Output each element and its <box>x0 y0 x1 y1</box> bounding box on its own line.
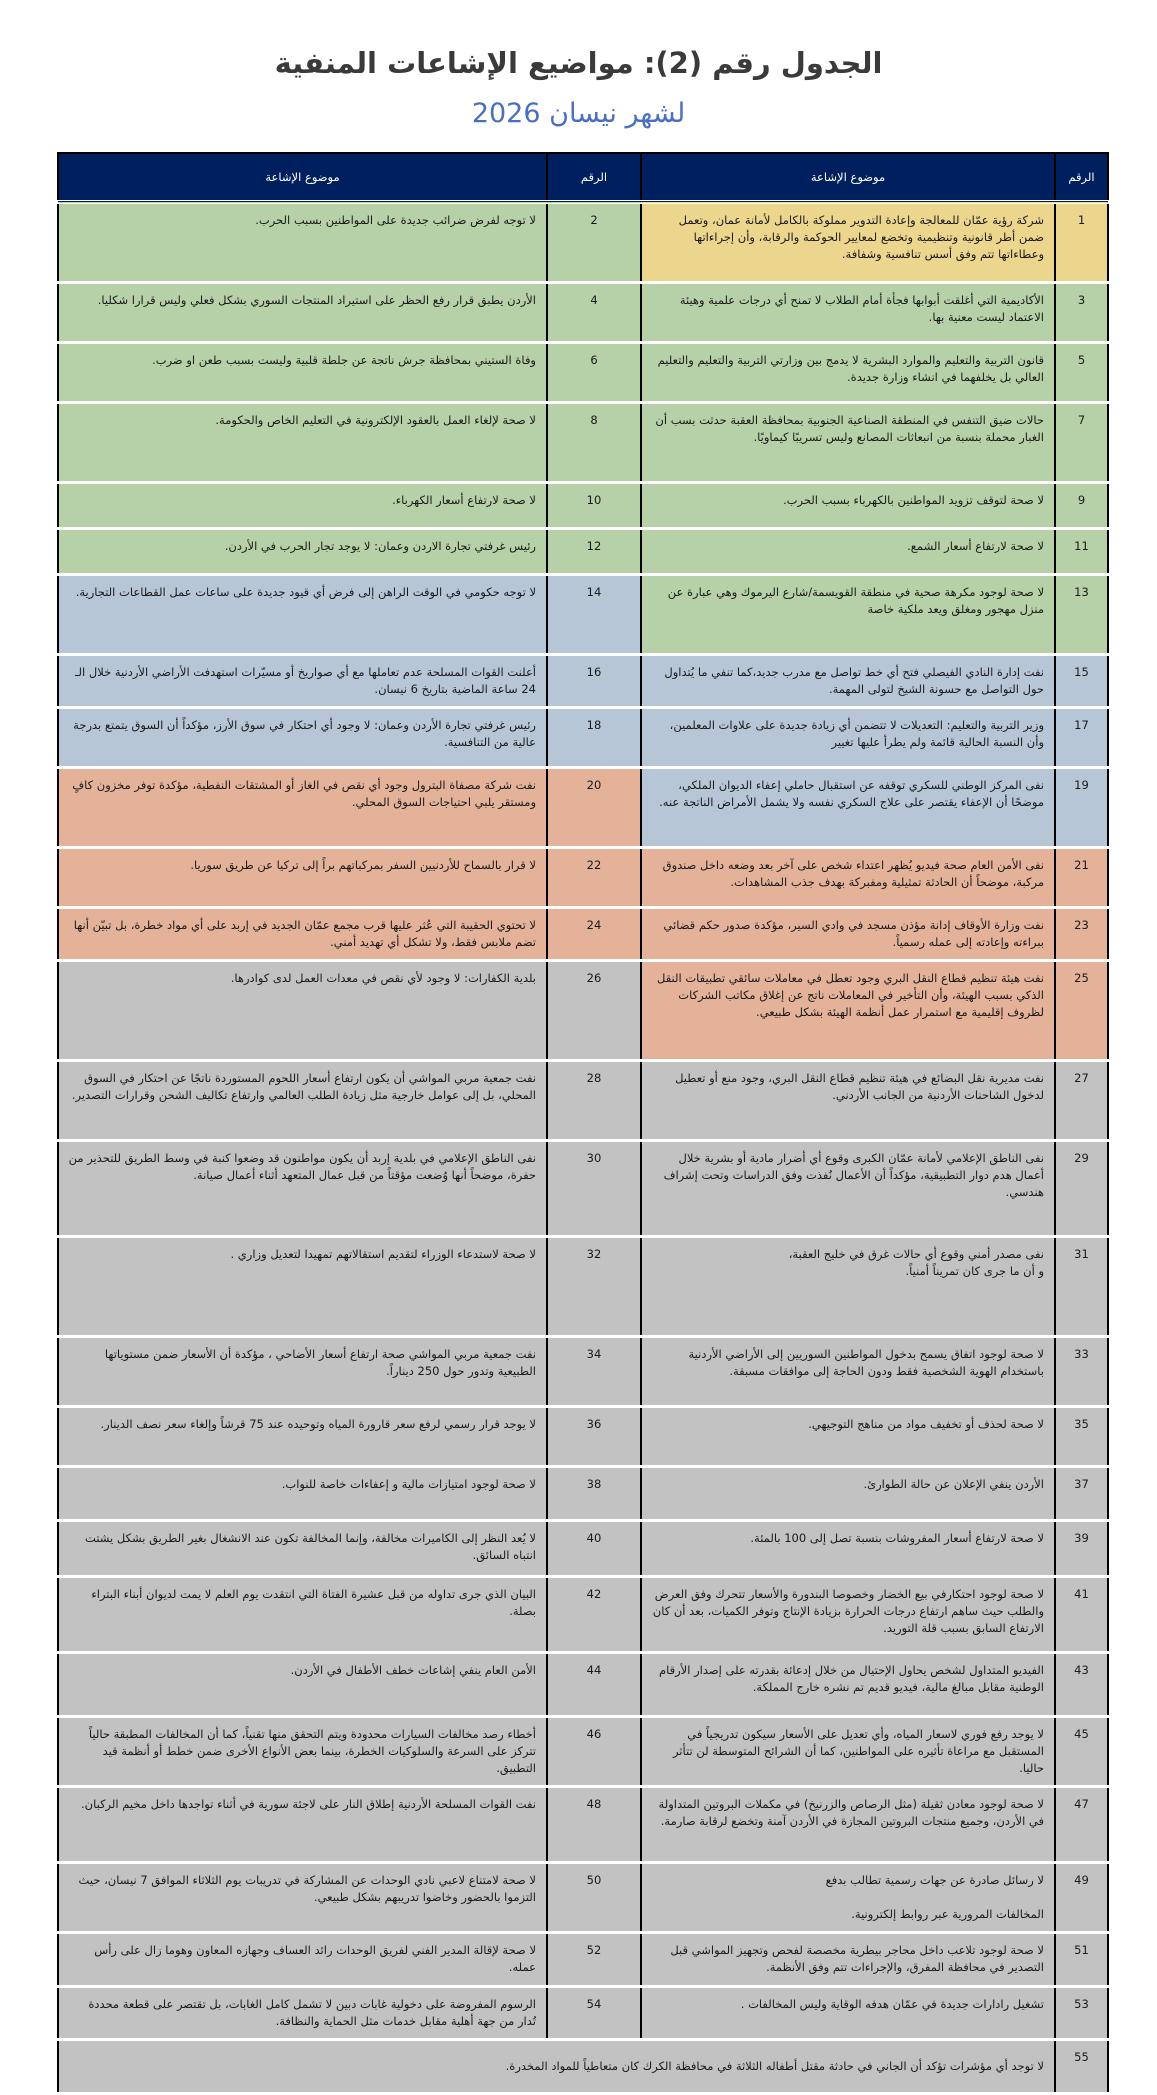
rumor-topic-cell: الأردن ينفي الإعلان عن حالة الطوارئ. <box>641 1466 1055 1520</box>
rumor-number-cell: 5 <box>1055 342 1108 402</box>
table-row <box>58 528 1108 574</box>
rumor-topic-cell: نفت جمعية مربي المواشي أن يكون ارتفاع أسعار اللحوم المستوردة ناتجًا عن احتكار في السوق المحلي، بل إلى عوامل خارجية مثل زيادة الطلب العالمي وارتفاع تكاليف الشحن وقرارات التصدير. <box>58 1060 547 1140</box>
rumor-number-cell: 30 <box>547 1140 641 1236</box>
rumor-topic-cell: رئيس غرفتي تجارة الاردن وعمان: لا يوجد تجار الحرب في الأردن. <box>58 528 547 574</box>
table-row <box>58 1576 1108 1652</box>
rumors-table <box>57 152 1109 2095</box>
rumor-number-cell: 16 <box>547 654 641 707</box>
rumor-topic-cell: وفاة الستيني بمحافظة جرش ناتجة عن جلطة قلبية وليست بسبب طعن او ضرب. <box>58 342 547 402</box>
rumor-topic-cell: بلدية الكفارات: لا وجود لأي نقص في معدات العمل لدى كوادرها. <box>58 960 547 1060</box>
rumor-topic-cell: نفت وزارة الأوقاف إدانة مؤذن مسجد في وادي السير، مؤكدة صدور حكم قضائي ببراءته وإعادته إلى عمله رسمياً. <box>641 907 1055 960</box>
rumor-topic-cell: نفت جمعية مربي المواشي صحة ارتفاع أسعار الأضاحي ، مؤكدة أن الأسعار ضمن مستوياتها الطبيعية وتدور حول 250 ديناراً. <box>58 1336 547 1406</box>
table-row <box>58 202 1108 282</box>
rumor-topic-cell: نفى الأمن العام صحة فيديو يُظهر اعتداء شخص على آخر بعد وضعه داخل صندوق مركبة، موضحاً أن الحادثة تمثيلية ومفبركة بهدف جذب المشاهدات. <box>641 847 1055 907</box>
rumor-topic-cell: نفى المركز الوطني للسكري توقفه عن استقبال حاملي إعفاء الديوان الملكي، موضحًا أن الإعفاء يقتصر على علاج السكري نفسه ولا يشمل الأمراض الناتجة عنه. <box>641 767 1055 847</box>
table-row <box>58 574 1108 654</box>
rumor-topic-cell: لا قرار بالسماح للأردنيين السفر بمركباتهم براً إلى تركيا عن طريق سوريا. <box>58 847 547 907</box>
rumor-number-cell: 37 <box>1055 1466 1108 1520</box>
column-header-topic-right: موضوع الإشاعة <box>641 153 1055 202</box>
rumor-topic-cell: رئيس غرفتي تجارة الأردن وعمان: لا وجود أي احتكار في سوق الأرز، مؤكداً أن السوق يتمتع بدرجة عالية من التنافسية. <box>58 707 547 767</box>
rumor-number-cell: 12 <box>547 528 641 574</box>
rumor-number-cell: 21 <box>1055 847 1108 907</box>
rumor-topic-cell: لا توجه لفرض ضرائب جديدة على المواطنين بسبب الحرب. <box>58 202 547 282</box>
rumor-number-cell: 33 <box>1055 1336 1108 1406</box>
table-row <box>58 342 1108 402</box>
rumor-topic-cell: لا صحة لارتفاع أسعار الشمع. <box>641 528 1055 574</box>
rumor-number-cell: 53 <box>1055 1986 1108 2039</box>
rumor-number-cell: 43 <box>1055 1652 1108 1716</box>
table-row <box>58 1986 1108 2039</box>
rumor-topic-cell: أخطاء رصد مخالفات السيارات محدودة ويتم التحقق منها تقنياً، كما أن المخالفات المطبقة حالياً تتركز على السرعة والسلوكيات الخطرة، بينما بعض الأنواع الأخرى ضمن خطط أو أنظمة قيد التطبيق. <box>58 1716 547 1786</box>
rumor-number-cell: 34 <box>547 1336 641 1406</box>
rumor-number-cell: 7 <box>1055 402 1108 482</box>
rumor-number-cell: 52 <box>547 1932 641 1986</box>
rumor-number-cell: 6 <box>547 342 641 402</box>
rumor-number-cell: 46 <box>547 1716 641 1786</box>
rumor-topic-cell: لا تحتوي الحقيبة التي عُثر عليها قرب مجمع عمّان الجديد في إربد على أي مواد خطرة، بل تبيّن أنها تضم ملابس فقط، ولا تشكل أي تهديد أمني. <box>58 907 547 960</box>
rumor-number-cell: 31 <box>1055 1236 1108 1336</box>
rumor-number-cell: 27 <box>1055 1060 1108 1140</box>
table-row <box>58 654 1108 707</box>
rumor-topic-cell: الأكاديمية التي أغلقت أبوابها فجأة أمام الطلاب لا تمنح أي درجات علمية وهيئة الاعتماد ليست معنية بها. <box>641 282 1055 342</box>
rumor-number-cell: 3 <box>1055 282 1108 342</box>
rumor-topic-cell: لا صحة لوجود اتفاق يسمح بدخول المواطنين السوريين إلى الأراضي الأردنية باستخدام الهوية الشخصية فقط ودون الحاجة إلى موافقات مسبقة. <box>641 1336 1055 1406</box>
rumor-number-cell: 25 <box>1055 960 1108 1060</box>
table-row <box>58 1862 1108 1932</box>
table-row <box>58 1466 1108 1520</box>
table-row <box>58 1060 1108 1140</box>
table-row-final <box>58 2039 1108 2093</box>
rumor-number-cell: 15 <box>1055 654 1108 707</box>
rumor-topic-cell: لا يوجد قرار رسمي لرفع سعر قارورة المياه وتوحيده عند 75 قرشاً وإلغاء سعر نصف الدينار. <box>58 1406 547 1466</box>
rumor-number-cell: 55 <box>1055 2039 1108 2093</box>
rumor-topic-cell: نفت هيئة تنظيم قطاع النقل البري وجود تعطل في معاملات سائقي تطبيقات النقل الذكي بسبب الهيئة، وأن التأخير في المعاملات ناتج عن إغلاق مكاتب الشركات لظروف إقليمية مع استمرار عمل أنظمة الهيئة بشكل طبيعي. <box>641 960 1055 1060</box>
rumor-number-cell: 8 <box>547 402 641 482</box>
rumor-topic-cell: حالات ضيق التنفس في المنطقة الصناعية الجنوبية بمحافظة العقبة حدثت بسب أن الغبار محملة بنسبة من انبعاثات المصانع وليس تسريبًا كيماويًا. <box>641 402 1055 482</box>
rumor-topic-cell: لا صحة لوجود معادن ثقيلة (مثل الرصاص والزرنيخ) في مكملات البروتين المتداولة في الأردن، وجميع منتجات البروتين المجازة في الأردن آمنة وتخضع لرقابة صارمة. <box>641 1786 1055 1862</box>
table-row <box>58 1716 1108 1786</box>
rumor-topic-cell: أعلنت القوات المسلحة عدم تعاملها مع أي صواريخ أو مسيّرات استهدفت الأراضي الأردنية خلال الـ 24 ساعة الماضية بتاريخ 6 نيسان. <box>58 654 547 707</box>
rumor-number-cell: 18 <box>547 707 641 767</box>
rumor-number-cell: 54 <box>547 1986 641 2039</box>
table-row <box>58 1652 1108 1716</box>
rumor-number-cell: 39 <box>1055 1520 1108 1576</box>
rumor-number-cell: 13 <box>1055 574 1108 654</box>
rumor-number-cell: 23 <box>1055 907 1108 960</box>
rumor-topic-cell: لا صحة لارتفاع أسعار الكهرباء. <box>58 482 547 528</box>
rumor-number-cell: 14 <box>547 574 641 654</box>
rumor-number-cell: 26 <box>547 960 641 1060</box>
rumor-number-cell: 42 <box>547 1576 641 1652</box>
rumor-number-cell: 9 <box>1055 482 1108 528</box>
rumor-topic-cell: نفت إدارة النادي الفيصلي فتح أي خط تواصل مع مدرب جديد،كما تنفي ما يُتداول حول التواصل مع حسونة الشيخ لتولى المهمة. <box>641 654 1055 707</box>
table-row <box>58 482 1108 528</box>
rumor-number-cell: 47 <box>1055 1786 1108 1862</box>
page-subtitle: لشهر نيسان 2026 <box>471 98 686 129</box>
rumor-topic-cell: لا توجه حكومي في الوقت الراهن إلى فرض أي قيود جديدة على ساعات عمل القطاعات التجارية. <box>58 574 547 654</box>
rumor-number-cell: 40 <box>547 1520 641 1576</box>
table-row <box>58 907 1108 960</box>
rumor-topic-cell: الأمن العام ينفي إشاعات خطف الأطفال في الأردن. <box>58 1652 547 1716</box>
rumor-topic-cell: نفت شركة مصفاة البترول وجود أي نقص في الغاز أو المشتقات النفطية، مؤكدة توفر مخزون كافٍ ومستقر يلبي احتياجات السوق المحلي. <box>58 767 547 847</box>
rumor-number-cell: 35 <box>1055 1406 1108 1466</box>
table-row <box>58 1786 1108 1862</box>
page-title: الجدول رقم (2): مواضيع الإشاعات المنفية <box>274 46 883 80</box>
rumor-number-cell: 29 <box>1055 1140 1108 1236</box>
table-row <box>58 767 1108 847</box>
rumor-topic-cell: لا صحة لإقالة المدير الفني لفريق الوحدات رائد العساف وجهازه المعاون وهوما زال على رأس عمله. <box>58 1932 547 1986</box>
table-row <box>58 1932 1108 1986</box>
rumor-topic-cell: الرسوم المفروضة على دخولية غابات دبين لا تشمل كامل الغابات، بل تقتصر على قطعة محددة تُدار من جهة أهلية مقابل خدمات مثل الحماية والنظافة. <box>58 1986 547 2039</box>
rumor-topic-cell: نفت مديرية نقل البضائع في هيئة تنظيم قطاع النقل البري، وجود منع أو تعطيل لدخول الشاحنات الأردنية من الجانب الأردني. <box>641 1060 1055 1140</box>
rumor-number-cell: 24 <box>547 907 641 960</box>
rumor-topic-cell: لا صحة لوجود مكرهة صحية في منطقة القويسمة/شارع اليرموك وهي عبارة عن منزل مهجور ومغلق ويعد ملكية خاصة <box>641 574 1055 654</box>
rumor-number-cell: 28 <box>547 1060 641 1140</box>
rumor-topic-cell: لا رسائل صادرة عن جهات رسمية تطالب بدفع المخالفات المرورية عبر روابط إلكترونية. <box>641 1862 1055 1932</box>
table-header-row <box>58 153 1108 202</box>
table-row <box>58 1140 1108 1236</box>
table-row <box>58 1236 1108 1336</box>
rumor-topic-cell: شركة رؤية عمّان للمعالجة وإعادة التدوير مملوكة بالكامل لأمانة عمان، وتعمل ضمن أطر قانونية وتنظيمية وتخضع لمعايير الحوكمة والرقابة، وأن إجراءاتها وعطاءاتها تتم وفق أسس تنافسية وشفافة. <box>641 202 1055 282</box>
rumor-topic-cell: نفى الناطق الإعلامي لأمانة عمّان الكبرى وقوع أي أضرار مادية أو بشرية خلال أعمال هدم دوار التطبيقية، مؤكداً أن الأعمال نُفذت وفق الدراسات وتحت إشراف هندسي. <box>641 1140 1055 1236</box>
table-row <box>58 282 1108 342</box>
rumor-number-cell: 44 <box>547 1652 641 1716</box>
table-row <box>58 847 1108 907</box>
rumor-topic-cell: لا صحة لوجود تلاعب داخل محاجر بيطرية مخصصة لفحص وتجهيز المواشي قبل التصدير في محافظة المفرق، والإجراءات تتم وفق الأنظمة. <box>641 1932 1055 1986</box>
rumor-number-cell: 10 <box>547 482 641 528</box>
rumor-topic-cell: تشغيل رادارات جديدة في عمّان هدفه الوقاية وليس المخالفات . <box>641 1986 1055 2039</box>
table-row <box>58 1336 1108 1406</box>
rumor-number-cell: 2 <box>547 202 641 282</box>
rumor-topic-cell: لا صحة لارتفاع أسعار المفروشات بنسبة تصل إلى 100 بالمئة. <box>641 1520 1055 1576</box>
rumor-topic-cell: البيان الذي جرى تداوله من قبل عشيرة الفتاة التي انتقدت يوم العلم لا يمت لديوان أبناء البتراء بصلة. <box>58 1576 547 1652</box>
rumor-number-cell: 36 <box>547 1406 641 1466</box>
rumor-topic-cell: الفيديو المتداول لشخص يحاول الإحتيال من خلال إدعائة بقدرته على إصدار الأرقام الوطنية مقابل مبالغ مالية، فيديو قديم تم نشره خارج المملكة. <box>641 1652 1055 1716</box>
rumor-topic-cell: الأردن يطبق قرار رفع الحظر على استيراد المنتجات السوري بشكل فعلي وليس قرارا شكليا. <box>58 282 547 342</box>
rumor-number-cell: 38 <box>547 1466 641 1520</box>
table-row <box>58 1406 1108 1466</box>
rumor-number-cell: 11 <box>1055 528 1108 574</box>
rumor-number-cell: 19 <box>1055 767 1108 847</box>
rumor-topic-cell: لا يُعد النظر إلى الكاميرات مخالفة، وإنما المخالفة تكون عند الانشغال بغير الطريق بشكل يشتت انتباه السائق. <box>58 1520 547 1576</box>
rumor-number-cell: 50 <box>547 1862 641 1932</box>
rumor-topic-cell: لا صحة لإلغاء العمل بالعقود الإلكترونية في التعليم الخاص والحكومة. <box>58 402 547 482</box>
table-body <box>58 202 1108 2093</box>
rumor-topic-cell: لا صحة لوجود احتكارفي بيع الخضار وخصوصا البندورة والأسعار تتحرك وفق العرض والطلب حيث ساهم ارتفاع درجات الحرارة بزيادة الإنتاج وتوفر الكميات، بعد أن كان الارتفاع السابق بسبب قلة التوريد. <box>641 1576 1055 1652</box>
table-row <box>58 1520 1108 1576</box>
rumor-number-cell: 49 <box>1055 1862 1108 1932</box>
table-row <box>58 402 1108 482</box>
rumor-topic-cell: لا صحة لتوقف تزويد المواطنين بالكهرباء بسبب الحرب. <box>641 482 1055 528</box>
rumor-topic-cell: لا يوجد رفع فوري لاسعار المياه، وأي تعديل على الأسعار سيكون تدريجياً في المستقبل مع مراعاة تأثيره على المواطنين، كما أن الشرائح المتوسطة لن تتأثر حاليا. <box>641 1716 1055 1786</box>
table-row <box>58 960 1108 1060</box>
rumor-number-cell: 45 <box>1055 1716 1108 1786</box>
rumor-topic-cell: وزير التربية والتعليم: التعديلات لا تتضمن أي زيادة جديدة على علاوات المعلمين، وأن النسبة الحالية قائمة ولم يطرأ عليها تغيير <box>641 707 1055 767</box>
rumor-topic-cell: قانون التربية والتعليم والموارد البشرية لا يدمج بين وزارتي التربية والتعليم والتعليم العالي بل يخلفهما في انشاء وزارة جديدة. <box>641 342 1055 402</box>
rumor-topic-cell: نفت القوات المسلحة الأردنية إطلاق النار على لاجئة سورية في أثناء تواجدها داخل مخيم الركبان. <box>58 1786 547 1862</box>
rumor-number-cell: 51 <box>1055 1932 1108 1986</box>
rumor-topic-cell: لا صحة لحذف أو تخفيف مواد من مناهج التوجيهي. <box>641 1406 1055 1466</box>
rumor-topic-cell: لا صحة لوجود امتيازات مالية و إعفاءات خاصة للنواب. <box>58 1466 547 1520</box>
rumor-number-cell: 1 <box>1055 202 1108 282</box>
rumor-number-cell: 17 <box>1055 707 1108 767</box>
rumor-number-cell: 4 <box>547 282 641 342</box>
rumor-topic-cell: نفى الناطق الإعلامي في بلدية إربد أن يكون مواطنون قد وضعوا كنبة في وسط الطريق للتحذير من حفرة، موضحاً أنها وُضعت مؤقتاً من قبل عمال المتعهد أثناء أعمال صيانة. <box>58 1140 547 1236</box>
rumor-topic-cell: نفى مصدر أمني وقوع أي حالات غرق في خليج العقبة، و أن ما جرى كان تمريناً أمنياً. <box>641 1236 1055 1336</box>
table-row <box>58 707 1108 767</box>
rumor-topic-cell: لا صحة لاستدعاء الوزراء لتقديم استقالاتهم تمهيدا لتعديل وزاري . <box>58 1236 547 1336</box>
rumor-number-cell: 22 <box>547 847 641 907</box>
rumor-number-cell: 41 <box>1055 1576 1108 1652</box>
column-header-number-left: الرقم <box>547 153 641 202</box>
rumor-number-cell: 48 <box>547 1786 641 1862</box>
column-header-topic-left: موضوع الإشاعة <box>58 153 547 202</box>
rumor-number-cell: 32 <box>547 1236 641 1336</box>
rumor-topic-cell: لا صحة لامتناع لاعبي نادي الوحدات عن المشاركة في تدريبات يوم الثلاثاء الموافق 7 نيسان، حيث التزموا بالحضور وخاضوا تدريبهم بشكل طبيعي. <box>58 1862 547 1932</box>
rumor-number-cell: 20 <box>547 767 641 847</box>
column-header-number-right: الرقم <box>1055 153 1108 202</box>
rumor-topic-cell: لا توجد أي مؤشرات تؤكد أن الجاني في حادثة مقتل أطفاله الثلاثة في محافظة الكرك كان متعاطياً للمواد المخدرة. <box>58 2039 1055 2093</box>
